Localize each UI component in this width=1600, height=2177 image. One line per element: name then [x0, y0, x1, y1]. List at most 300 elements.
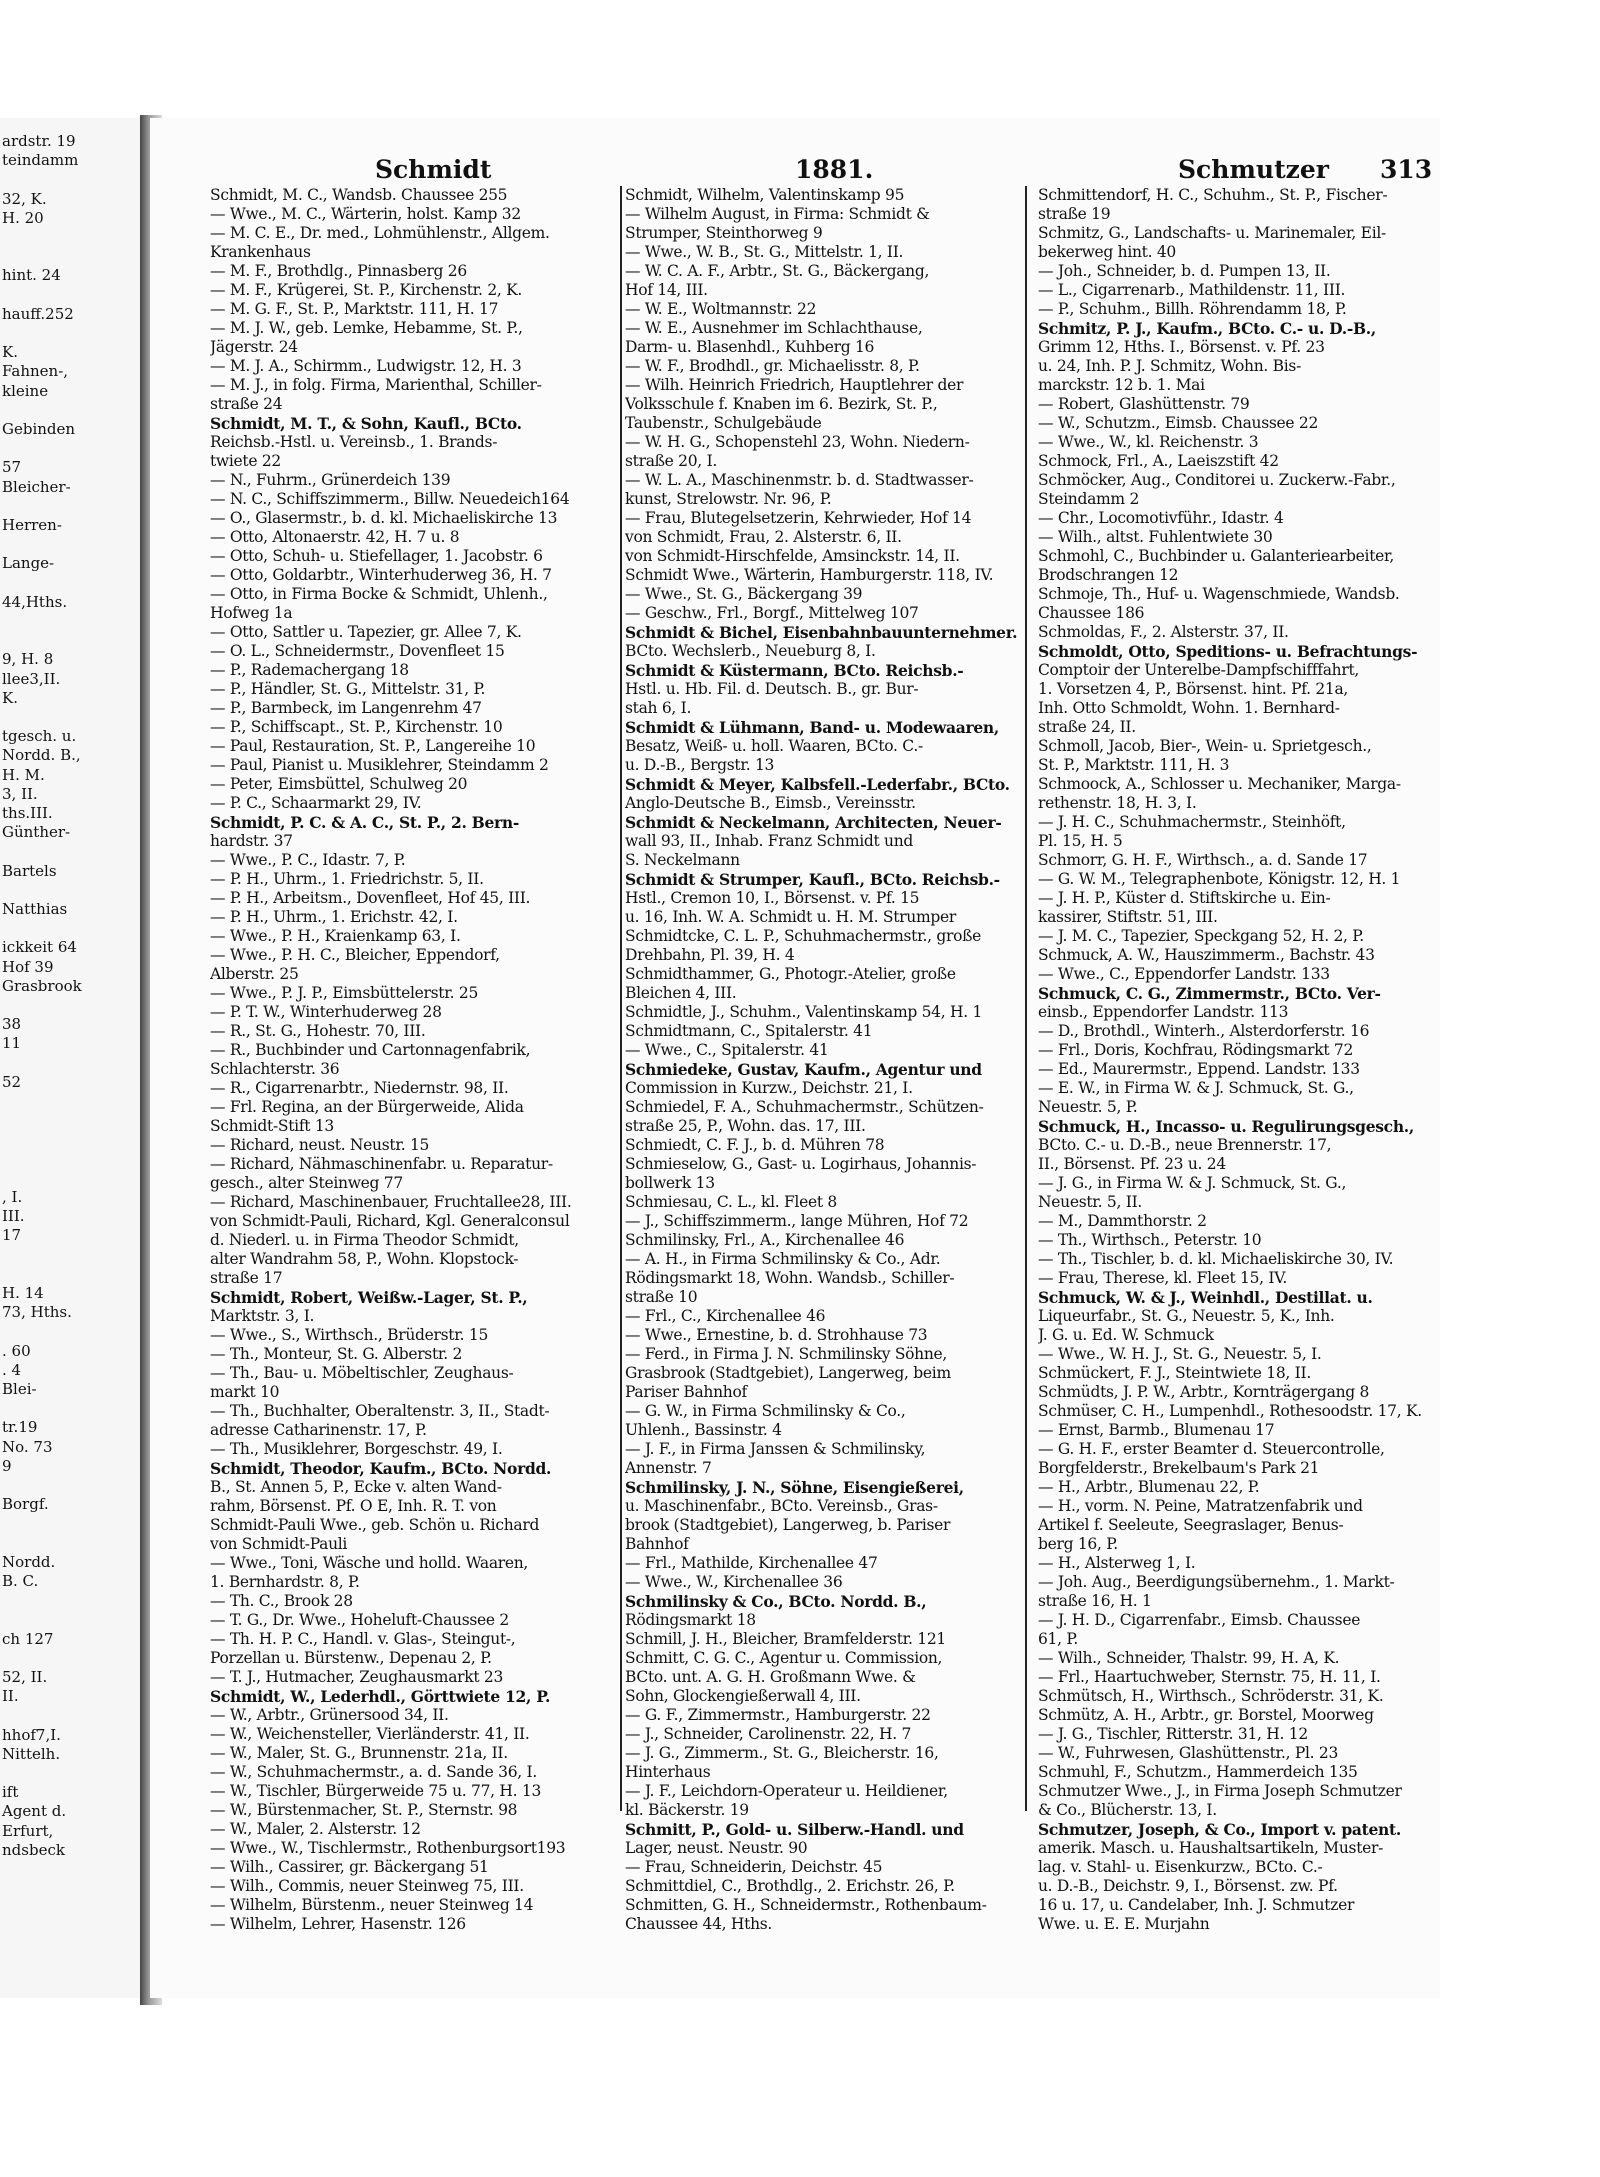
directory-entry-line: — W., Arbtr., Grünersood 34, II. — [210, 1706, 449, 1724]
directory-entry-line: — J. F., Leichdorn-Operateur u. Heildiener, — [625, 1782, 948, 1800]
directory-entry-line: Steindamm 2 — [1038, 490, 1140, 508]
directory-entry-line: — Wwe., Ernestine, b. d. Strohhause 73 — [625, 1326, 928, 1344]
directory-entry-line: rethenstr. 18, H. 3, I. — [1038, 794, 1197, 812]
directory-entry-line: Grasbrook (Stadtgebiet), Langerweg, beim — [625, 1364, 951, 1382]
directory-entry-line: — W., Tischler, Bürgerweide 75 u. 77, H. 13 — [210, 1782, 541, 1800]
directory-entry-line: Marktstr. 3, I. — [210, 1307, 315, 1325]
directory-entry-line: — Wilh., Commis, neuer Steinweg 75, III. — [210, 1877, 524, 1895]
directory-entry-line: Schmittdiel, C., Brothdlg., 2. Erichstr. 26, P. — [625, 1877, 955, 1895]
directory-entry-line: — J. H. P., Küster d. Stiftskirche u. Ein- — [1038, 889, 1331, 907]
directory-entry-line: — Wwe., Toni, Wäsche und holld. Waaren, — [210, 1554, 529, 1572]
directory-entry-line: Schmidt-Stift 13 — [210, 1117, 334, 1135]
previous-page-fragment: ift — [2, 1783, 19, 1802]
directory-entry-line: Schmutzer, Joseph, & Co., Import v. patent. — [1038, 1820, 1401, 1839]
directory-entry-line: Schmidt Wwe., Wärterin, Hamburgerstr. 118, IV. — [625, 566, 994, 584]
directory-entry-line: — Otto, in Firma Bocke & Schmidt, Uhlenh., — [210, 585, 548, 603]
directory-entry-line: — Wwe., C., Spitalerstr. 41 — [625, 1041, 829, 1059]
directory-entry-line: — P. T. W., Winterhuderweg 28 — [210, 1003, 442, 1021]
directory-entry-line: Schmoje, Th., Huf- u. Wagenschmiede, Wandsb. — [1038, 585, 1400, 603]
previous-page-fragment: Erfurt, — [2, 1821, 54, 1840]
directory-entry-line: — G. H. F., erster Beamter d. Steuercontrolle, — [1038, 1440, 1385, 1458]
directory-entry-line: Artikel f. Seeleute, Seegraslager, Benus- — [1038, 1516, 1344, 1534]
directory-entry-line: — J. G., Zimmerm., St. G., Bleicherstr. 16, — [625, 1744, 939, 1762]
column-rule — [1025, 186, 1027, 1811]
directory-entry-line: — M. F., Brothdlg., Pinnasberg 26 — [210, 262, 467, 280]
directory-entry-line: J. G. u. Ed. W. Schmuck — [1038, 1326, 1214, 1344]
directory-entry-line: — T. G., Dr. Wwe., Hoheluft-Chaussee 2 — [210, 1611, 509, 1629]
directory-entry-line: Schmidthammer, G., Photogr.-Atelier, große — [625, 965, 956, 983]
previous-page-fragment: 9, H. 8 — [2, 650, 54, 669]
directory-entry-line: — Frl., C., Kirchenallee 46 — [625, 1307, 826, 1325]
previous-page-fragment: Bleicher- — [2, 477, 71, 496]
directory-entry-line: Borgfelderstr., Brekelbaum's Park 21 — [1038, 1459, 1320, 1477]
directory-entry-line: — W., Bürstenmacher, St. P., Sternstr. 98 — [210, 1801, 518, 1819]
directory-entry-line: — Peter, Eimsbüttel, Schulweg 20 — [210, 775, 468, 793]
directory-entry-line: — O. L., Schneidermstr., Dovenfleet 15 — [210, 642, 505, 660]
previous-page-fragment: Nordd. B., — [2, 746, 81, 765]
directory-entry-line: Schmoock, A., Schlosser u. Mechaniker, Marga- — [1038, 775, 1401, 793]
directory-entry-line: Besatz, Weiß- u. holl. Waaren, BCto. C.- — [625, 737, 923, 755]
directory-entry-line: — Wilh., altst. Fuhlentwiete 30 — [1038, 528, 1273, 546]
directory-entry-line: — Th., Tischler, b. d. kl. Michaeliskirche 30, IV. — [1038, 1250, 1394, 1268]
page-number: 313 — [1380, 155, 1433, 184]
directory-entry-line: stah 6, I. — [625, 699, 692, 717]
previous-page-fragment: teindamm — [2, 151, 79, 170]
directory-entry-line: Schmidt & Lühmann, Band- u. Modewaaren, — [625, 718, 999, 737]
directory-entry-line: Schmock, Frl., A., Laeiszstift 42 — [1038, 452, 1279, 470]
directory-entry-line: — Wwe., P. H. C., Bleicher, Eppendorf, — [210, 946, 500, 964]
directory-entry-line: — D., Brothdl., Winterh., Alsterdorferstr. 16 — [1038, 1022, 1370, 1040]
directory-entry-line: — W., Fuhrwesen, Glashüttenstr., Pl. 23 — [1038, 1744, 1339, 1762]
directory-entry-line: Rödingsmarkt 18, Wohn. Wandsb., Schiller- — [625, 1269, 955, 1287]
directory-entry-line: — M., Dammthorstr. 2 — [1038, 1212, 1207, 1230]
previous-page-fragment: Günther- — [2, 823, 71, 842]
directory-entry-line: — Otto, Altonaerstr. 42, H. 7 u. 8 — [210, 528, 460, 546]
directory-entry-line: Porzellan u. Bürstenw., Depenau 2, P. — [210, 1649, 492, 1667]
previous-page-fragment: B. C. — [2, 1572, 39, 1590]
previous-page-fragment: Fahnen-, — [2, 362, 69, 381]
directory-entry-line: — Wilhelm, Bürstenm., neuer Steinweg 14 — [210, 1896, 534, 1914]
previous-page-fragment: 11 — [2, 1034, 22, 1053]
directory-column-2 — [625, 186, 1035, 1986]
directory-entry-line: Schmittendorf, H. C., Schuhm., St. P., Fischer- — [1038, 186, 1388, 204]
directory-entry-line: — Wwe., C., Eppendorfer Landstr. 133 — [1038, 965, 1330, 983]
directory-entry-line: Schmidt, M. T., & Sohn, Kaufl., BCto. — [210, 414, 522, 433]
directory-entry-line: Schmidt & Bichel, Eisenbahnbauunternehmer. — [625, 623, 1018, 642]
directory-entry-line: — M. C. E., Dr. med., Lohmühlenstr., Allgem. — [210, 224, 550, 242]
directory-entry-line: — J., Schiffszimmerm., lange Mühren, Hof 72 — [625, 1212, 969, 1230]
directory-entry-line: Volksschule f. Knaben im 6. Bezirk, St. P., — [625, 395, 938, 413]
previous-page-fragment: H. 14 — [2, 1284, 44, 1302]
directory-entry-line: — Wwe., M. C., Wärterin, holst. Kamp 32 — [210, 205, 521, 223]
directory-entry-line: — W. H. G., Schopenstehl 23, Wohn. Niedern- — [625, 433, 970, 451]
directory-entry-line: Schmidtmann, C., Spitalerstr. 41 — [625, 1022, 873, 1040]
directory-entry-line: u. Maschinenfabr., BCto. Vereinsb., Gras- — [625, 1497, 938, 1515]
directory-entry-line: — Ed., Maurermstr., Eppend. Landstr. 133 — [1038, 1060, 1360, 1078]
previous-page-fragment: Blei- — [2, 1380, 37, 1398]
directory-entry-line: — M. F., Krügerei, St. P., Kirchenstr. 2, K. — [210, 281, 523, 299]
directory-entry-line: — Ferd., in Firma J. N. Schmilinsky Söhne, — [625, 1345, 948, 1363]
directory-entry-line: — R., St. G., Hohestr. 70, III. — [210, 1022, 426, 1040]
directory-entry-line: — W., Schuhmachermstr., a. d. Sande 36, I. — [210, 1763, 537, 1781]
directory-entry-line: 1. Vorsetzen 4, P., Börsenst. hint. Pf. 21a, — [1038, 680, 1349, 698]
directory-entry-line: — W. F., Brodhdl., gr. Michaelisstr. 8, P. — [625, 357, 920, 375]
directory-entry-line: Schmilinsky & Co., BCto. Nordd. B., — [625, 1592, 927, 1611]
directory-entry-line: — Richard, Maschinenbauer, Fruchtallee28, III. — [210, 1193, 572, 1211]
directory-entry-line: straße 25, P., Wohn. das. 17, III. — [625, 1117, 866, 1135]
directory-entry-line: — M. J. A., Schirmm., Ludwigstr. 12, H. 3 — [210, 357, 522, 375]
directory-entry-line: amerik. Masch. u. Haushaltsartikeln, Muster- — [1038, 1839, 1384, 1857]
directory-entry-line: Liqueurfabr., St. G., Neuestr. 5, K., Inh. — [1038, 1307, 1335, 1325]
previous-page-fragment: Nordd. — [2, 1552, 56, 1571]
directory-entry-line: Schmidt & Küstermann, BCto. Reichsb.- — [625, 661, 964, 680]
directory-entry-line: Pariser Bahnhof — [625, 1383, 747, 1401]
directory-entry-line: u. D.-B., Bergstr. 13 — [625, 756, 775, 774]
directory-entry-line: 16 u. 17, u. Candelaber, Inh. J. Schmutzer — [1038, 1896, 1355, 1914]
directory-entry-line: — P., Schiffscapt., St. P., Kirchenstr. 10 — [210, 718, 503, 736]
directory-entry-line: & Co., Blücherstr. 13, I. — [1038, 1801, 1217, 1819]
directory-entry-line: straße 19 — [1038, 205, 1111, 223]
directory-entry-line: straße 16, H. 1 — [1038, 1592, 1152, 1610]
directory-entry-line: — Frau, Schneiderin, Deichstr. 45 — [625, 1858, 883, 1876]
directory-entry-line: — P., Barmbeck, im Langenrehm 47 — [210, 699, 482, 717]
directory-entry-line: Schmüdts, J. P. W., Arbtr., Kornträgergang 8 — [1038, 1383, 1370, 1401]
directory-entry-line: — Th., Wirthsch., Peterstr. 10 — [1038, 1231, 1262, 1249]
directory-entry-line: Jägerstr. 24 — [210, 338, 298, 356]
directory-entry-line: — Th., Buchhalter, Oberaltenstr. 3, II., Stadt- — [210, 1402, 550, 1420]
directory-entry-line: Inh. Otto Schmoldt, Wohn. 1. Bernhard- — [1038, 699, 1340, 717]
directory-entry-line: — Otto, Sattler u. Tapezier, gr. Allee 7, K. — [210, 623, 522, 641]
directory-entry-line: — Frau, Therese, kl. Fleet 15, IV. — [1038, 1269, 1288, 1287]
directory-entry-line: — Paul, Restauration, St. P., Langereihe 10 — [210, 737, 536, 755]
directory-entry-line: Chaussee 44, Hths. — [625, 1915, 773, 1933]
directory-entry-line: 61, P. — [1038, 1630, 1078, 1648]
directory-entry-line: u. 16, Inh. W. A. Schmidt u. H. M. Strumper — [625, 908, 956, 926]
previous-page-fragment: 9 — [2, 1456, 12, 1475]
directory-entry-line: — Frl. Regina, an der Bürgerweide, Alida — [210, 1098, 524, 1116]
directory-entry-line: — T. J., Hutmacher, Zeughausmarkt 23 — [210, 1668, 504, 1686]
directory-entry-line: — J. G., in Firma W. & J. Schmuck, St. G., — [1038, 1174, 1347, 1192]
directory-entry-line: Neuestr. 5, II. — [1038, 1193, 1143, 1211]
directory-entry-line: Schmidt-Pauli Wwe., geb. Schön u. Richard — [210, 1516, 540, 1534]
directory-entry-line: Lager, neust. Neustr. 90 — [625, 1839, 808, 1857]
directory-entry-line: Schmuhl, F., Schutzm., Hammerdeich 135 — [1038, 1763, 1358, 1781]
previous-page-fragment: K. — [2, 688, 18, 707]
directory-entry-line: — M. G. F., St. P., Marktstr. 111, H. 17 — [210, 300, 499, 318]
directory-entry-line: straße 17 — [210, 1269, 283, 1287]
directory-entry-line: Hofweg 1a — [210, 604, 293, 622]
directory-entry-line: B., St. Annen 5, P., Ecke v. alten Wand- — [210, 1478, 502, 1496]
year-heading: 1881. — [795, 155, 874, 184]
directory-entry-line: — M. J. W., geb. Lemke, Hebamme, St. P., — [210, 319, 523, 337]
directory-entry-line: — Joh., Schneider, b. d. Pumpen 13, II. — [1038, 262, 1331, 280]
previous-page-fragment: hint. 24 — [2, 266, 61, 285]
directory-entry-line: Sohn, Glockengießerwall 4, III. — [625, 1687, 861, 1705]
directory-entry-line: — P. C., Schaarmarkt 29, IV. — [210, 794, 422, 812]
directory-entry-line: Chaussee 186 — [1038, 604, 1145, 622]
directory-entry-line: — Wwe., P. C., Idastr. 7, P. — [210, 851, 406, 869]
directory-entry-line: S. Neckelmann — [625, 851, 740, 869]
previous-page-fragment: ardstr. 19 — [2, 132, 76, 150]
directory-entry-line: u. D.-B., Deichstr. 9, I., Börsenst. zw. Pf. — [1038, 1877, 1338, 1895]
directory-entry-line: — Wilh. Heinrich Friedrich, Hauptlehrer der — [625, 376, 964, 394]
directory-entry-line: — O., Glasermstr., b. d. kl. Michaeliskirche 13 — [210, 509, 558, 527]
directory-entry-line: Schmoldt, Otto, Speditions- u. Befrachtungs- — [1038, 642, 1418, 661]
directory-entry-line: adresse Catharinenstr. 17, P. — [210, 1421, 427, 1439]
directory-entry-line: Schmidt & Neckelmann, Architecten, Neuer- — [625, 813, 1002, 832]
directory-entry-line: — Frau, Blutegelsetzerin, Kehrwieder, Hof 14 — [625, 509, 972, 527]
directory-entry-line: Schmidt, Wilhelm, Valentinskamp 95 — [625, 186, 905, 204]
directory-entry-line: von Schmidt-Hirschfelde, Amsinckstr. 14, II. — [625, 547, 960, 565]
directory-entry-line: Schmill, J. H., Bleicher, Bramfelderstr. 121 — [625, 1630, 946, 1648]
directory-entry-line: — Th., Bau- u. Möbeltischler, Zeughaus- — [210, 1364, 514, 1382]
previous-page-fragment: kleine — [2, 381, 49, 400]
directory-entry-line: — Wwe., W. B., St. G., Mittelstr. 1, II. — [625, 243, 904, 261]
directory-entry-line: Schmoldas, F., 2. Alsterstr. 37, II. — [1038, 623, 1289, 641]
previous-page-fragment: Agent d. — [2, 1802, 67, 1821]
directory-entry-line: — W., Maler, 2. Alsterstr. 12 — [210, 1820, 421, 1838]
directory-entry-line: Schmuck, H., Incasso- u. Regulirungsgesch., — [1038, 1117, 1414, 1136]
previous-page-fragment: H. M. — [2, 765, 45, 784]
directory-entry-line: — J. H. D., Cigarrenfabr., Eimsb. Chaussee — [1038, 1611, 1361, 1629]
directory-entry-line: alter Wandrahm 58, P., Wohn. Klopstock- — [210, 1250, 519, 1268]
directory-entry-line: Annenstr. 7 — [625, 1459, 712, 1477]
previous-page-fragment: Herren- — [2, 516, 62, 534]
directory-entry-line: straße 20, I. — [625, 452, 718, 470]
directory-entry-line: Schmuck, C. G., Zimmermstr., BCto. Ver- — [1038, 984, 1381, 1003]
directory-entry-line: Schmiesau, C. L., kl. Fleet 8 — [625, 1193, 837, 1211]
previous-page-fragment: 17 — [2, 1226, 22, 1245]
directory-entry-line: bekerweg hint. 40 — [1038, 243, 1176, 261]
directory-entry-line: — R., Buchbinder und Cartonnagenfabrik, — [210, 1041, 531, 1059]
directory-entry-line: Anglo-Deutsche B., Eimsb., Vereinsstr. — [625, 794, 916, 812]
directory-entry-line: — G. W., in Firma Schmilinsky & Co., — [625, 1402, 906, 1420]
directory-entry-line: Schmitz, G., Landschafts- u. Marinemaler, Eil- — [1038, 224, 1386, 242]
directory-entry-line: Schmiedeke, Gustav, Kaufm., Agentur und — [625, 1060, 982, 1079]
previous-page-fragment: K. — [2, 343, 18, 362]
directory-column-1 — [210, 186, 620, 1986]
directory-entry-line: BCto. C.- u. D.-B., neue Brennerstr. 17, — [1038, 1136, 1332, 1154]
directory-entry-line: Schmidt, Robert, Weißw.-Lager, St. P., — [210, 1288, 528, 1307]
directory-entry-line: lag. v. Stahl- u. Eisenkurzw., BCto. C.- — [1038, 1858, 1323, 1876]
previous-page-fragment: Hof 39 — [2, 957, 54, 976]
directory-entry-line: — Wwe., W., Kirchenallee 36 — [625, 1573, 843, 1591]
directory-entry-line: — L., Cigarrenarb., Mathildenstr. 11, III. — [1038, 281, 1346, 299]
directory-entry-line: Comptoir der Unterelbe-Dampfschifffahrt, — [1038, 661, 1360, 679]
directory-entry-line: — Wwe., P. J. P., Eimsbüttelerstr. 25 — [210, 984, 479, 1002]
directory-entry-line: Schmöcker, Aug., Conditorei u. Zuckerw.-Fabr., — [1038, 471, 1396, 489]
previous-page-fragment: 73, Hths. — [2, 1303, 72, 1322]
directory-entry-line: — Wilhelm, Lehrer, Hasenstr. 126 — [210, 1915, 466, 1933]
directory-entry-line: Schmorr, G. H. F., Wirthsch., a. d. Sande 17 — [1038, 851, 1368, 869]
directory-entry-line: — Wwe., W., Tischlermstr., Rothenburgsort193 — [210, 1839, 566, 1857]
previous-page-fragment: Lange- — [2, 554, 55, 573]
directory-entry-line: kunst, Strelowstr. Nr. 96, P. — [625, 490, 832, 508]
directory-entry-line: Schmidt, P. C. & A. C., St. P., 2. Bern- — [210, 813, 520, 832]
directory-entry-line: markt 10 — [210, 1383, 280, 1401]
previous-page-fragment: 32, K. — [2, 189, 47, 208]
directory-entry-line: — W. E., Woltmannstr. 22 — [625, 300, 817, 318]
directory-entry-line: — W., Weichensteller, Vierländerstr. 41, II. — [210, 1725, 530, 1743]
directory-entry-line: — Th., Monteur, St. G. Alberstr. 2 — [210, 1345, 463, 1363]
directory-entry-line: — Wwe., W. H. J., St. G., Neuestr. 5, I. — [1038, 1345, 1322, 1363]
directory-entry-line: — Chr., Locomotivführ., Idastr. 4 — [1038, 509, 1284, 527]
directory-entry-line: II., Börsenst. Pf. 23 u. 24 — [1038, 1155, 1226, 1173]
directory-entry-line: berg 16, P. — [1038, 1535, 1118, 1553]
directory-entry-line: Schmutzer Wwe., J., in Firma Joseph Schmutzer — [1038, 1782, 1402, 1800]
directory-entry-line: BCto. Wechslerb., Neueburg 8, I. — [625, 642, 876, 660]
directory-entry-line: — G. F., Zimmermstr., Hamburgerstr. 22 — [625, 1706, 931, 1724]
directory-entry-line: — Richard, Nähmaschinenfabr. u. Reparatur- — [210, 1155, 553, 1173]
directory-entry-line: St. P., Marktstr. 111, H. 3 — [1038, 756, 1230, 774]
directory-entry-line: von Schmidt, Frau, 2. Alsterstr. 6, II. — [625, 528, 902, 546]
directory-entry-line: 1. Bernhardstr. 8, P. — [210, 1573, 360, 1591]
directory-entry-line: Neuestr. 5, P. — [1038, 1098, 1138, 1116]
running-head-left: Schmidt — [375, 155, 492, 184]
directory-entry-line: Schlachterstr. 36 — [210, 1060, 340, 1078]
directory-entry-line: Bleichen 4, III. — [625, 984, 737, 1002]
directory-entry-line: — N. C., Schiffszimmerm., Billw. Neuedeich164 — [210, 490, 570, 508]
directory-entry-line: — J. H. C., Schuhmachermstr., Steinhöft, — [1038, 813, 1346, 831]
directory-entry-line: Schmütz, A. H., Arbtr., gr. Borstel, Moorweg — [1038, 1706, 1374, 1724]
previous-page-margin — [0, 118, 140, 1998]
directory-entry-line: Schmidt, Theodor, Kaufm., BCto. Nordd. — [210, 1459, 552, 1478]
previous-page-fragment: hhof7,I. — [2, 1725, 61, 1744]
previous-page-fragment: ickkeit 64 — [2, 938, 77, 957]
directory-entry-line: Schmidtle, J., Schuhm., Valentinskamp 54, H. 1 — [625, 1003, 983, 1021]
previous-page-fragment: H. 20 — [2, 208, 44, 227]
previous-page-fragment: Bartels — [2, 861, 57, 880]
directory-entry-line: — W. C. A. F., Arbtr., St. G., Bäckergang, — [625, 262, 930, 280]
previous-page-fragment: 52 — [2, 1072, 22, 1091]
directory-entry-line: — W. E., Ausnehmer im Schlachthause, — [625, 319, 923, 337]
directory-entry-line: Schmiedel, F. A., Schuhmachermstr., Schützen- — [625, 1098, 984, 1116]
directory-entry-line: Strumper, Steinthorweg 9 — [625, 224, 823, 242]
directory-entry-line: Schmitten, G. H., Schneidermstr., Rothenbaum- — [625, 1896, 987, 1914]
previous-page-fragment: II. — [2, 1687, 19, 1706]
previous-page-fragment: , I. — [2, 1188, 23, 1206]
directory-entry-line: Uhlenh., Bassinstr. 4 — [625, 1421, 782, 1439]
directory-entry-line: — Wilh., Schneider, Thalstr. 99, H. A, K. — [1038, 1649, 1340, 1667]
directory-entry-line: — Joh. Aug., Beerdigungsübernehm., 1. Markt- — [1038, 1573, 1395, 1591]
directory-entry-line: — H., vorm. N. Peine, Matratzenfabrik und — [1038, 1497, 1363, 1515]
directory-entry-line: BCto. unt. A. G. H. Großmann Wwe. & — [625, 1668, 916, 1686]
directory-entry-line: Reichsb.-Hstl. u. Vereinsb., 1. Brands- — [210, 433, 498, 451]
directory-entry-line: d. Niederl. u. in Firma Theodor Schmidt, — [210, 1231, 519, 1249]
directory-entry-line: gesch., alter Steinweg 77 — [210, 1174, 403, 1192]
directory-entry-line: Schmüser, C. H., Lumpenhdl., Rothesoodstr. 17, K. — [1038, 1402, 1422, 1420]
directory-entry-line: brook (Stadtgebiet), Langerweg, b. Pariser — [625, 1516, 951, 1534]
previous-page-fragment: 44,Hths. — [2, 592, 68, 611]
running-head-right: Schmutzer — [1178, 155, 1329, 184]
directory-entry-line: Pl. 15, H. 5 — [1038, 832, 1123, 850]
directory-entry-line: Darm- u. Blasenhdl., Kuhberg 16 — [625, 338, 875, 356]
directory-entry-line: Brodschrangen 12 — [1038, 566, 1179, 584]
directory-entry-line: — Paul, Pianist u. Musiklehrer, Steindamm 2 — [210, 756, 549, 774]
directory-entry-line: — Geschw., Frl., Borgf., Mittelweg 107 — [625, 604, 919, 622]
directory-entry-line: Schmitt, P., Gold- u. Silberw.-Handl. und — [625, 1820, 964, 1839]
directory-entry-line: straße 10 — [625, 1288, 698, 1306]
directory-entry-line: Schmilinsky, J. N., Söhne, Eisengießerei, — [625, 1478, 964, 1497]
previous-page-fragment: . 60 — [2, 1341, 31, 1360]
previous-page-fragment: Nittelh. — [2, 1744, 61, 1763]
directory-entry-line: bollwerk 13 — [625, 1174, 715, 1192]
directory-entry-line: einsb., Eppendorfer Landstr. 113 — [1038, 1003, 1289, 1021]
directory-entry-line: — E. W., in Firma W. & J. Schmuck, St. G., — [1038, 1079, 1354, 1097]
directory-entry-line: — Wwe., S., Wirthsch., Brüderstr. 15 — [210, 1326, 489, 1344]
directory-entry-line: Schmilinsky, Frl., A., Kirchenallee 46 — [625, 1231, 905, 1249]
directory-entry-line: — Frl., Haartuchweber, Sternstr. 75, H. 11, I. — [1038, 1668, 1381, 1686]
previous-page-fragment: No. 73 — [2, 1437, 53, 1456]
directory-entry-line: straße 24, II. — [1038, 718, 1136, 736]
directory-entry-line: Commission in Kurzw., Deichstr. 21, I. — [625, 1079, 913, 1097]
previous-page-fragment: hauff.252 — [2, 304, 74, 323]
directory-entry-line: Schmidt & Meyer, Kalbsfell.-Lederfabr., BCto. — [625, 775, 1010, 794]
directory-entry-line: — P. H., Arbeitsm., Dovenfleet, Hof 45, III. — [210, 889, 531, 907]
previous-page-fragment: . 4 — [2, 1360, 22, 1379]
directory-entry-line: — Frl., Doris, Kochfrau, Rödingsmarkt 72 — [1038, 1041, 1354, 1059]
directory-entry-line: u. 24, Inh. P. J. Schmitz, Wohn. Bis- — [1038, 357, 1302, 375]
directory-entry-line: kl. Bäckerstr. 19 — [625, 1801, 749, 1819]
directory-entry-line: — R., Cigarrenarbtr., Niedernstr. 98, II. — [210, 1079, 509, 1097]
directory-entry-line: — H., Alsterweg 1, I. — [1038, 1554, 1196, 1572]
column-rule — [620, 186, 622, 1811]
directory-entry-line: — W. L. A., Maschinenmstr. b. d. Stadtwasser- — [625, 471, 974, 489]
directory-entry-line: Alberstr. 25 — [210, 965, 299, 983]
directory-entry-line: Hstl. u. Hb. Fil. d. Deutsch. B., gr. Bur- — [625, 680, 919, 698]
directory-entry-line: Schmidt, M. C., Wandsb. Chaussee 255 — [210, 186, 508, 204]
directory-entry-line: Taubenstr., Schulgebäude — [625, 414, 822, 432]
previous-page-fragment: 57 — [2, 458, 22, 477]
previous-page-fragment: ndsbeck — [2, 1840, 65, 1859]
directory-entry-line: — P. H., Uhrm., 1. Friedrichstr. 5, II. — [210, 870, 484, 888]
directory-entry-line: — J. M. C., Tapezier, Speckgang 52, H. 2, P. — [1038, 927, 1364, 945]
previous-page-fragment: III. — [2, 1207, 25, 1226]
directory-entry-line: Schmidtcke, C. L. P., Schuhmachermstr., große — [625, 927, 982, 945]
directory-entry-line: — J. G., Tischler, Ritterstr. 31, H. 12 — [1038, 1725, 1308, 1743]
directory-entry-line: — P. H., Uhrm., 1. Erichstr. 42, I. — [210, 908, 458, 926]
directory-entry-line: Schmieselow, G., Gast- u. Logirhaus, Johannis- — [625, 1155, 977, 1173]
previous-page-fragment: Gebinden — [2, 420, 76, 438]
previous-page-fragment: Grasbrook — [2, 976, 82, 995]
directory-entry-line: — P., Schuhm., Billh. Röhrendamm 18, P. — [1038, 300, 1347, 318]
previous-page-fragment: ch 127 — [2, 1629, 54, 1648]
directory-entry-line: Schmückert, F. J., Steintwiete 18, II. — [1038, 1364, 1311, 1382]
directory-entry-line: Schmidt, W., Lederhdl., Görttwiete 12, P. — [210, 1687, 551, 1706]
directory-entry-line: — P., Rademachergang 18 — [210, 661, 409, 679]
directory-entry-line: twiete 22 — [210, 452, 281, 470]
directory-entry-line: Hinterhaus — [625, 1763, 711, 1781]
directory-entry-line: — J., Schneider, Carolinenstr. 22, H. 7 — [625, 1725, 912, 1743]
directory-entry-line: — N., Fuhrm., Grünerdeich 139 — [210, 471, 451, 489]
directory-entry-line: — Otto, Goldarbtr., Winterhuderweg 36, H. 7 — [210, 566, 552, 584]
directory-entry-line: — P., Händler, St. G., Mittelstr. 31, P. — [210, 680, 486, 698]
directory-entry-line: straße 24 — [210, 395, 283, 413]
directory-entry-line: — W., Maler, St. G., Brunnenstr. 21a, II. — [210, 1744, 508, 1762]
previous-page-fragment: 38 — [2, 1015, 22, 1034]
directory-entry-line: — Wwe., St. G., Bäckergang 39 — [625, 585, 863, 603]
directory-entry-line: Schmuck, W. & J., Weinhdl., Destillat. u. — [1038, 1288, 1373, 1307]
previous-page-fragment: Borgf. — [2, 1495, 49, 1514]
directory-entry-line: — Wwe., P. H., Kraienkamp 63, I. — [210, 927, 461, 945]
directory-entry-line: — Robert, Glashüttenstr. 79 — [1038, 395, 1250, 413]
previous-page-fragment: 52, II. — [2, 1668, 48, 1686]
directory-entry-line: Hstl., Cremon 10, I., Börsenst. v. Pf. 15 — [625, 889, 920, 907]
previous-page-fragment: llee3,II. — [2, 669, 61, 688]
previous-page-fragment: tr.19 — [2, 1418, 38, 1437]
directory-entry-line: Schmuck, A. W., Hauszimmerm., Bachstr. 43 — [1038, 946, 1375, 964]
directory-entry-line: — Ernst, Barmb., Blumenau 17 — [1038, 1421, 1275, 1439]
